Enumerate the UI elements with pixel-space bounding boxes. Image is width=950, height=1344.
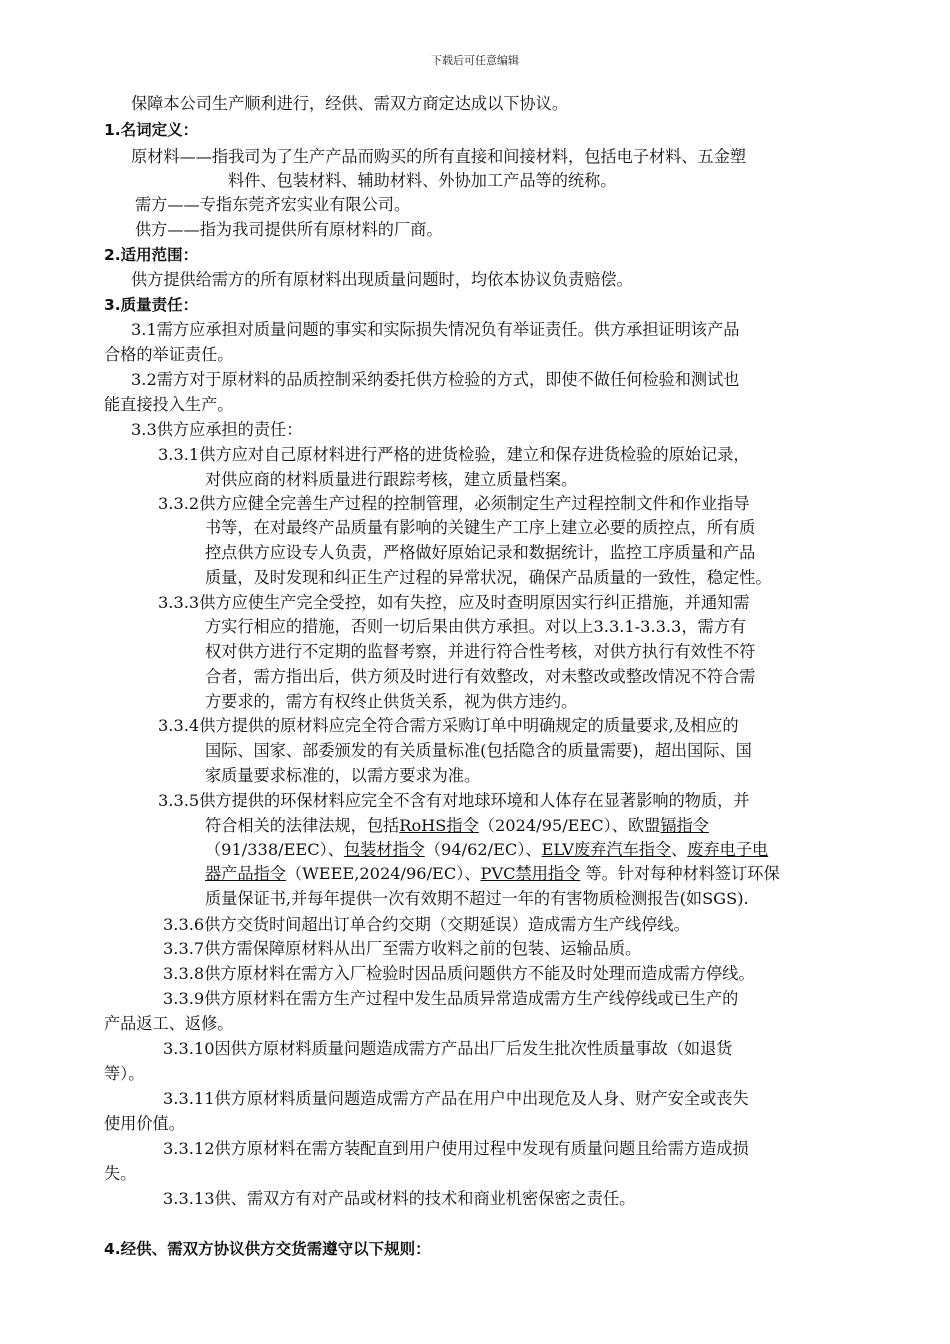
clause-3-2-line-2: 能直接投入生产。 xyxy=(104,395,234,414)
pvc-directive-link[interactable]: PVC禁用指令 xyxy=(480,864,581,883)
clause-3-3-3-line-4: 合者，需方指出后，供方须及时进行有效整改，对未整改或整改情况不符合需 xyxy=(205,667,756,686)
page-header: 下载后可任意编辑 xyxy=(431,54,519,67)
clause-3-3-3-line-1: 3.3.3供方应使生产完全受控，如有失控，应及时查明原因实行纠正措施，并通知需 xyxy=(158,593,750,612)
clause-3-3-12-line-2: 失。 xyxy=(104,1164,137,1183)
clause-3-3-1-line-2: 对供应商的材料质量进行跟踪考核，建立质量档案。 xyxy=(205,470,578,489)
definition-raw-material-line-1: 原材料——指我司为了生产产品而购买的所有直接和间接材料，包括电子材料、五金塑 xyxy=(131,147,747,166)
clause-3-3-10-line-1: 3.3.10因供方原材料质量问题造成需方产品出厂后发生批次性质量事故（如退货 xyxy=(163,1039,733,1058)
clause-3-3-4-line-2: 国际、国家、部委颁发的有关质量标准(包括隐含的质量需要)，超出国际、国 xyxy=(205,741,752,760)
clause-3-3-2-line-4: 质量，及时发现和纠正生产过程的异常状况，确保产品质量的一致性，稳定性。 xyxy=(205,568,772,587)
clause-3-3-5-line-1: 3.3.5供方提供的环保材料应完全不含有对地球环境和人体存在显著影响的物质，并 xyxy=(158,791,750,810)
clause-3-3-5-line-4 xyxy=(205,862,780,886)
intro-paragraph: 保障本公司生产顺利进行，经供、需双方商定达成以下协议。 xyxy=(131,94,569,113)
clause-3-3-4-line-3: 家质量要求标准的，以需方要求为准。 xyxy=(205,766,481,785)
clause-3-3-9-line-2: 产品返工、返修。 xyxy=(104,1014,234,1033)
clause-3-3-3-line-2: 方实行相应的措施，否则一切后果由供方承担。对以上3.3.1-3.3.3，需方有 xyxy=(205,617,747,636)
clause-3-3-2-line-3: 控点供方应设专人负责，严格做好原始记录和数据统计，监控工序质量和产品 xyxy=(205,543,756,562)
definition-raw-material-line-2: 料件、包装材料、辅助材料、外协加工产品等的统称。 xyxy=(228,171,617,190)
clause-3-3-7: 3.3.7供方需保障原材料从出厂至需方收料之前的包装、运输品质。 xyxy=(163,939,642,958)
clause-3-3-2-line-1: 3.3.2供方应健全完善生产过程的控制管理，必须制定生产过程控制文件和作业指导 xyxy=(158,494,750,513)
clause-3-1-line-2: 合格的举证责任。 xyxy=(104,345,234,364)
clause-3-3-3-line-3: 权对供方进行不定期的监督考察，并进行符合性考核，对供方执行有效性不符 xyxy=(205,642,756,661)
rohs-directive-link[interactable]: RoHS指令 xyxy=(399,816,479,835)
clause-3-3-1-line-1: 3.3.1供方应对自己原材料进行严格的进货检验，建立和保存进货检验的原始记录， xyxy=(158,445,750,464)
clause-3-3-8: 3.3.8供方原材料在需方入厂检验时因品质问题供方不能及时处理而造成需方停线。 xyxy=(163,964,755,983)
clause-text: 符合相关的法律法规，包括 xyxy=(205,816,400,835)
section-4-heading: 4.经供、需双方协议供方交货需遵守以下规则： xyxy=(104,1240,431,1258)
clause-3-3-5-line-2 xyxy=(205,814,709,838)
clause-3-3-5-line-5: 质量保证书,并每年提供一次有效期不超过一年的有害物质检测报告(如SGS). xyxy=(205,889,749,908)
clause-text: 、 xyxy=(671,840,688,859)
clause-3-3-11-line-1: 3.3.11供方原材料质量问题造成需方产品在用户中出现危及人身、财产安全或丧失 xyxy=(163,1089,749,1108)
clause-text: （91/338/EEC）、 xyxy=(205,840,344,859)
clause-3-3-9-line-1: 3.3.9供方原材料在需方生产过程中发生品质异常造成需方生产线停线或已生产的 xyxy=(163,989,739,1008)
clause-3-3-12-line-1: 3.3.12供方原材料在需方装配直到用户使用过程中发现有质量问题且给需方造成损 xyxy=(163,1139,749,1158)
clause-3-2-line-1: 3.2需方对于原材料的品质控制采纳委托供方检验的方式，即使不做任何检验和测试也 xyxy=(131,370,740,389)
clause-3-3-10-line-2: 等）。 xyxy=(104,1064,145,1083)
clause-3-3-13: 3.3.13供、需双方有对产品或材料的技术和商业机密保密之责任。 xyxy=(163,1189,636,1208)
section-3-heading: 3.质量责任： xyxy=(104,296,199,314)
section-2-heading: 2.适用范围： xyxy=(104,246,199,264)
clause-3-3: 3.3供方应承担的责任： xyxy=(131,420,303,439)
clause-text: 等。针对每种材料签订环保 xyxy=(580,864,780,883)
clause-3-3-2-line-2: 书等，在对最终产品质量有影响的关键生产工序上建立必要的质控点，所有质 xyxy=(205,518,756,537)
elv-directive-link[interactable]: ELV废弃汽车指令 xyxy=(541,840,672,859)
packaging-directive-link[interactable]: 包装材指令 xyxy=(343,840,425,859)
clause-3-3-5-line-3 xyxy=(205,838,768,862)
clause-3-3-11-line-2: 使用价值。 xyxy=(104,1114,185,1133)
cadmium-directive-link[interactable]: 镉指令 xyxy=(660,816,709,835)
clause-text: （94/62/EC）、 xyxy=(424,840,542,859)
weee-directive-link-part-2[interactable]: 器产品指令 xyxy=(205,864,286,883)
clause-3-3-3-line-5: 方要求的，需方有权终止供货关系，视为供方违约。 xyxy=(205,692,578,711)
clause-3-3-6: 3.3.6供方交货时间超出订单合约交期（交期延误）造成需方生产线停线。 xyxy=(163,915,690,934)
clause-3-1-line-1: 3.1需方应承担对质量问题的事实和实际损失情况负有举证责任。供方承担证明该产品 xyxy=(131,320,740,339)
clause-text: （WEEE,2024/96/EC）、 xyxy=(285,864,481,883)
definition-supply-party: 供方——指为我司提供所有原材料的厂商。 xyxy=(135,220,443,239)
weee-directive-link-part-1[interactable]: 废弃电子电 xyxy=(687,840,769,859)
definition-demand-party: 需方——专指东莞齐宏实业有限公司。 xyxy=(135,195,411,214)
clause-text: （2024/95/EEC）、欧盟 xyxy=(478,816,661,835)
clause-3-3-4-line-1: 3.3.4供方提供的原材料应完全符合需方采购订单中明确规定的质量要求,及相应的 xyxy=(158,716,739,735)
scope-paragraph: 供方提供给需方的所有原材料出现质量问题时，均依本协议负责赔偿。 xyxy=(131,270,633,289)
section-1-heading: 1.名词定义： xyxy=(104,121,199,139)
